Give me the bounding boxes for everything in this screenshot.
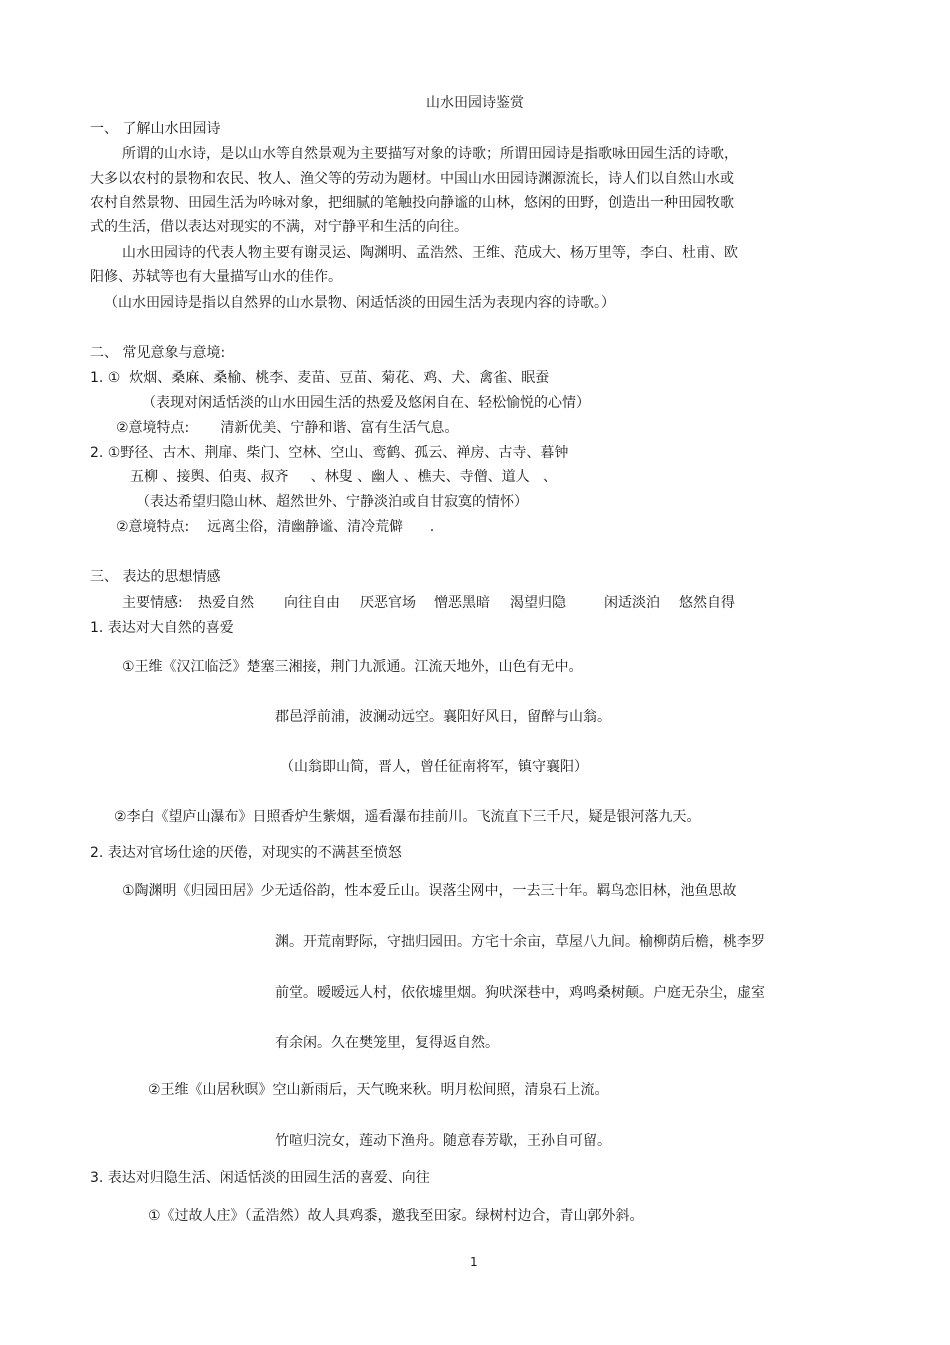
section-2-heading: 二、 常见意象与意境: xyxy=(90,345,226,361)
emotion-tag: 热爱自然 xyxy=(198,595,254,611)
e1-poem-2: ②李白《望庐山瀑布》日照香炉生紫烟，遥看瀑布挂前川。飞流直下三千尺，疑是银河落九天。 xyxy=(114,809,701,825)
s1-paragraph-1-line-1: 所谓的山水诗，是以山水等自然景观为主要描写对象的诗歌；所谓田园诗是指歌咏田园生活的诗歌， xyxy=(122,146,738,162)
e3-poem-1: ①《过故人庄》（孟浩然）故人具鸡黍，邀我至田家。绿树村边合，青山郭外斜。 xyxy=(148,1208,644,1224)
emotion-tag: 闲适淡泊 xyxy=(604,595,660,611)
document-title: 山水田园诗鉴赏 xyxy=(426,95,524,111)
emotion-3-heading: 3. 表达对归隐生活、闲适恬淡的田园生活的喜爱、向往 xyxy=(90,1170,430,1186)
e1-poem-1-note: （山翁即山简，晋人，曾任征南将军，镇守襄阳） xyxy=(280,759,588,775)
e2-poem-2-line-1: ②王维《山居秋暝》空山新雨后，天气晚来秋。明月松间照，清泉石上流。 xyxy=(148,1082,609,1098)
s1-paragraph-1-line-4: 式的生活，借以表达对现实的不满，对宁静平和生活的向往。 xyxy=(90,219,468,235)
e1-poem-1-line-2: 郡邑浮前浦，波澜动远空。襄阳好风日，留醉与山翁。 xyxy=(275,709,611,725)
e2-poem-1-line-2: 渊。开荒南野际，守拙归园田。方宅十余亩，草屋八九间。榆柳荫后檐，桃李罗 xyxy=(275,934,765,950)
emotion-tag: 渴望归隐 xyxy=(510,595,566,611)
imagery-2-list-line-2: 五柳 、接舆、伯夷、叔齐 、林叟 、幽人 、樵夫、寺僧、道人 、 xyxy=(130,469,557,485)
s1-paragraph-1-line-3: 农村自然景物、田园生活为吟咏对象，把细腻的笔触投向静谧的山林，悠闲的田野，创造出一种田园牧歌 xyxy=(90,195,734,211)
imagery-1-mood: ②意境特点: 清新优美、宁静和谐、富有生活气息。 xyxy=(116,420,459,436)
imagery-2-list-line-1: 2. ①野径、古木、荆扉、柴门、空林、空山、鸾鹤、孤云、禅房、古寺、暮钟 xyxy=(90,445,569,461)
page-number: 1 xyxy=(470,1255,478,1269)
section-3-heading: 三、 表达的思想情感 xyxy=(90,569,221,585)
s1-paragraph-2-line-2: 阳修、苏轼等也有大量描写山水的佳作。 xyxy=(90,269,342,285)
s1-paragraph-2-line-1: 山水田园诗的代表人物主要有谢灵运、陶渊明、孟浩然、王维、范成大、杨万里等，李白、杜甫、欧 xyxy=(122,245,738,261)
s1-definition-note: （山水田园诗是指以自然界的山水景物、闲适恬淡的田园生活为表现内容的诗歌。） xyxy=(104,295,615,311)
emotion-tag: 厌恶官场 xyxy=(360,595,416,611)
e2-poem-2-line-2: 竹喧归浣女，莲动下渔舟。随意春芳歇，王孙自可留。 xyxy=(275,1133,611,1149)
e2-poem-1-line-1: ①陶渊明《归园田居》少无适俗韵，性本爱丘山。误落尘网中，一去三十年。羁鸟恋旧林，池鱼思故 xyxy=(122,883,737,899)
emotion-tag: 向往自由 xyxy=(284,595,340,611)
emotion-tag: 憎恶黑暗 xyxy=(434,595,490,611)
imagery-1-list: 1. ① 炊烟、桑麻、桑榆、桃李、麦苗、豆苗、菊花、鸡、犬、禽雀、眠蚕 xyxy=(90,370,550,386)
emotion-1-heading: 1. 表达对大自然的喜爱 xyxy=(90,620,234,636)
main-emotions-label: 主要情感: xyxy=(122,595,183,611)
e2-poem-1-line-3: 前堂。暧暧远人村，依依墟里烟。狗吠深巷中，鸡鸣桑树颠。户庭无杂尘，虚室 xyxy=(275,985,765,1001)
imagery-2-note: （表达希望归隐山林、超然世外、宁静淡泊或自甘寂寞的情怀） xyxy=(136,494,528,510)
e1-poem-1-line-1: ①王维《汉江临泛》楚塞三湘接，荆门九派通。江流天地外，山色有无中。 xyxy=(122,659,583,675)
e2-poem-1-line-4: 有余闲。久在樊笼里，复得返自然。 xyxy=(275,1035,499,1051)
section-1-heading: 一、 了解山水田园诗 xyxy=(90,121,221,137)
imagery-2-mood: ②意境特点: 远离尘俗，清幽静谧、清冷荒僻 . xyxy=(116,519,435,535)
emotion-2-heading: 2. 表达对官场仕途的厌倦，对现实的不满甚至愤怒 xyxy=(90,845,402,861)
imagery-1-note: （表现对闲适恬淡的山水田园生活的热爱及悠闲自在、轻松愉悦的心情） xyxy=(142,395,590,411)
emotion-tag: 悠然自得 xyxy=(679,595,735,611)
s1-paragraph-1-line-2: 大多以农村的景物和农民、牧人、渔父等的劳动为题材。中国山水田园诗渊源流长，诗人们以自然山水或 xyxy=(90,171,734,187)
